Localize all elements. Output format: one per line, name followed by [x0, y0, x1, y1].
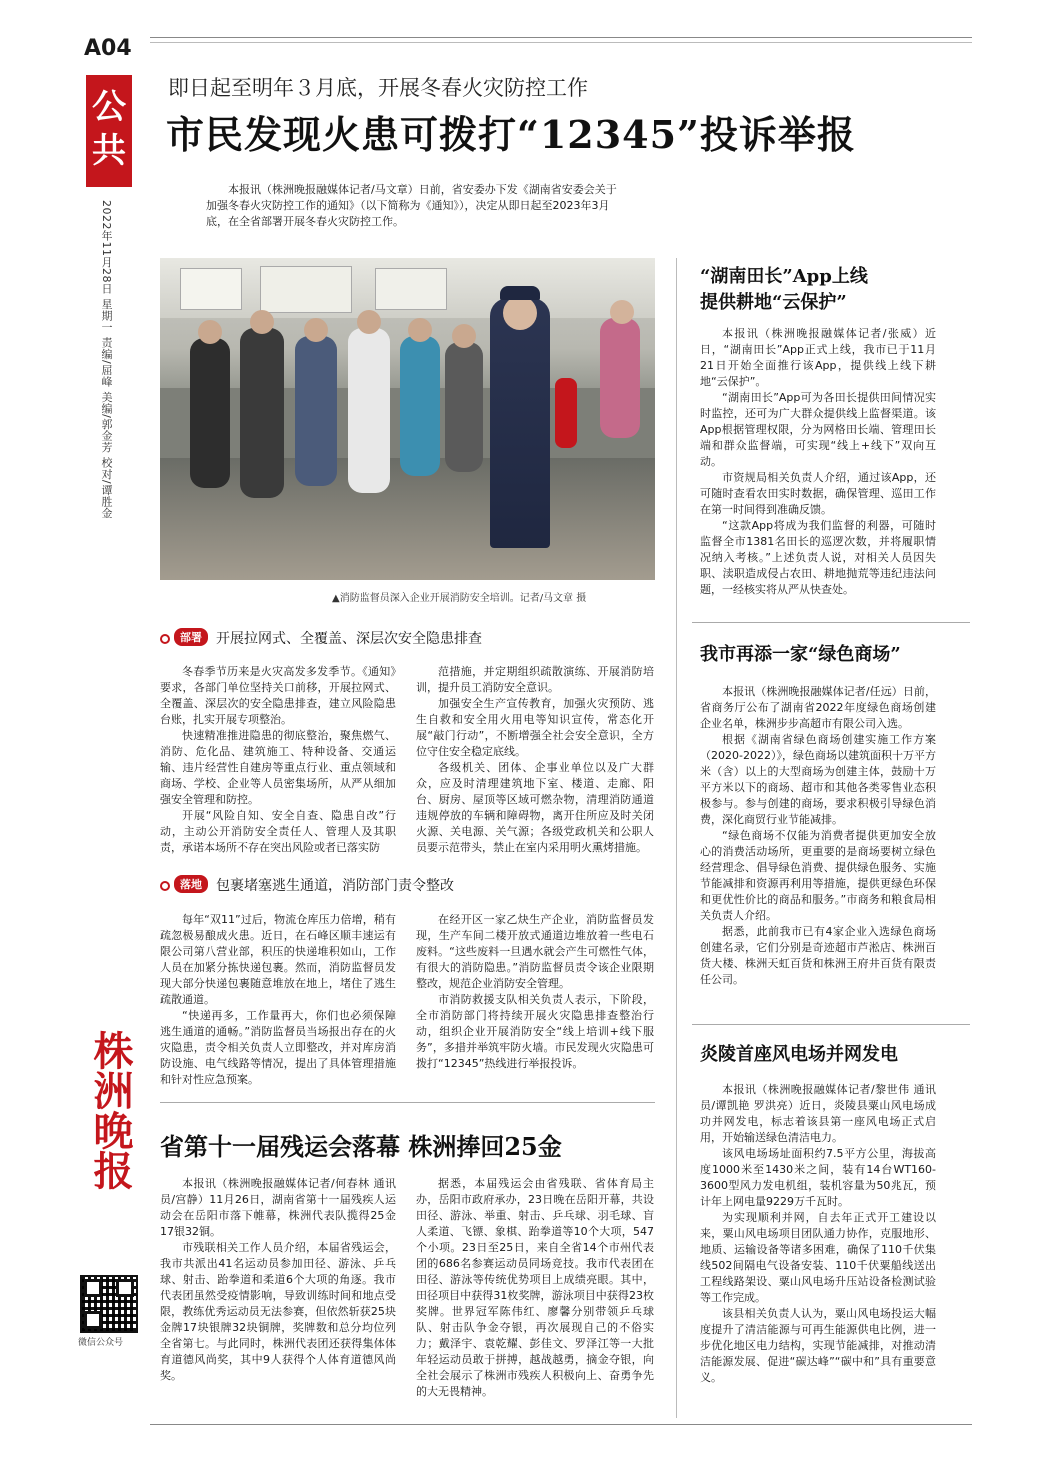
paragraph: 市资规局相关负责人介绍，通过该App，还可随时查看农田实时数据，确保管理、巡田工作在第一时间得到准确反馈。 — [700, 471, 936, 516]
paragraph: “湖南田长”App可为各田长提供田间情况实时监控，还可为广大群众提供线上监督渠道。该App根据管理权限，分为网格田长端、管理田长端和群众监督端，可实现“线上+线下”双向互动。 — [700, 391, 936, 468]
paragraph: 本报讯（株洲晚报融媒体记者/何春林 通讯员/宫静）11月26日，湖南省第十一届残疾人运动会在岳阳市落下帷幕，株洲代表队揽得25金17银32铜。 — [160, 1177, 396, 1238]
subheading-text: 包裹堵塞逃生通道，消防部门责令整改 — [216, 878, 454, 894]
second-headline: 省第十一届残运会落幕 株洲捧回25金 — [160, 1132, 562, 1161]
sub1-column-2 — [416, 664, 654, 856]
paragraph: 本报讯（株洲晚报融媒体记者/黎世伟 通讯员/谭凯艳 罗洪亮）近日，炎陵县粟山风电场成功并网发电，标志着该县第一座风电场正式启用，开始输送绿色清洁电力。 — [700, 1083, 936, 1144]
paragraph: 在经开区一家乙炔生产企业，消防监督员发现，生产车间二楼开放式通道边堆放着一些电石废料。“这些废料一旦遇水就会产生可燃性气体，有很大的消防隐患。”消防监督员责令该企业限期整改，规范企业消防安全管理。 — [416, 913, 654, 990]
right2-body — [700, 684, 936, 988]
right1-title-line2: 提供耕地“云保护” — [700, 292, 847, 313]
right-divider — [692, 622, 970, 623]
paper-logo-text: 株洲晚报 — [87, 1030, 134, 1190]
paragraph: 根据《湖南省绿色商场创建实施工作方案（2020-2022）》，绿色商场以建筑面积十万平方米（含）以上的大型商场为创建主体，鼓励十万平方米以下的商场、超市和其他各类零售业态积极参与。参与创建的商场，要求积极引导绿色消费，深化商贸行业节能减排。 — [700, 733, 936, 826]
right1-body — [700, 326, 936, 598]
paragraph: 据悉，本届残运会由省残联、省体育局主办，岳阳市政府承办，23日晚在岳阳开幕，共设田径、游泳、举重、射击、乒乓球、羽毛球、盲人柔道、飞镖、象棋、跆拳道等10个大项，547个小项。23日至25日，来自全省14个市州代表团的686名参赛运动员同场竞技。我市代表团在田径、游泳等传统优势项目上成绩亮眼。其中，田径项目中获得31枚奖牌，游泳项目中获得23枚奖牌。世界冠军陈伟红、廖馨分别带领乒乓球队、射击队争金夺银，再次展现自己的不俗实力；戴泽宇、袁乾耀、彭佳文、罗泽江等一大批年轻运动员敢于拼搏，越战越勇，摘金夺银，向全社会展示了株洲市残疾人积极向上、奋勇争先的大无畏精神。 — [416, 1177, 654, 1398]
sub1-column-1 — [160, 664, 396, 856]
sub2-column-2 — [416, 912, 654, 1072]
paragraph: 每年“双11”过后，物流仓库压力倍增，稍有疏忽极易酿成火患。近日，在石峰区顺丰速运有限公司第八营业部，积压的快递堆积如山，工作人员在加紧分拣快递包裹。然而，消防监督员发现大部分快递包裹随意堆放在地上，堵住了逃生疏散通道。 — [160, 913, 396, 1006]
sub2-column-1 — [160, 912, 396, 1088]
subheading-implement — [160, 875, 454, 895]
right1-title — [700, 264, 868, 316]
section-divider — [160, 1102, 655, 1103]
main-kicker: 即日起至明年３月底，开展冬春火灾防控工作 — [168, 76, 588, 100]
paragraph: 快速精准推进隐患的彻底整治，聚焦燃气、消防、危化品、建筑施工、特种设备、交通运输、违片经营性自建房等重点行业、重点领域和商场、学校、企业等人员密集场所，从严从细加强安全管理和防控。 — [160, 729, 396, 806]
right3-body — [700, 1082, 936, 1386]
news-photo — [160, 258, 655, 580]
paragraph: 冬春季节历来是火灾高发多发季节。《通知》要求，各部门单位坚持关口前移，开展拉网式、全覆盖、深层次的安全隐患排查，建立风险隐患台账，扎实开展专项整治。 — [160, 665, 396, 726]
paragraph: “这款App将成为我们监督的利器，可随时监督全市1381名田长的巡逻次数，并将履职情况纳入考核。”上述负责人说，对相关人员因失职、渎职造成侵占农田、耕地抛荒等违纪违法问题，一经核实将从严从快查处。 — [700, 519, 936, 596]
bullet-icon — [160, 634, 170, 644]
right2-title: 我市再添一家“绿色商场” — [700, 644, 901, 665]
second-column-2 — [416, 1176, 654, 1400]
header-rule — [150, 37, 972, 38]
footer-rule — [150, 1424, 972, 1425]
paragraph: 开展“风险自知、安全自查、隐患自改”行动，主动公开消防安全责任人、管理人及其职责，承诺本场所不存在突出风险或者已落实防 — [160, 809, 396, 854]
subheading-tag: 落地 — [174, 875, 208, 893]
paragraph: 加强安全生产宣传教育，加强火灾预防、逃生自救和安全用火用电等知识宣传，常态化开展“敲门行动”，不断增强全社会安全意识，全方位守住安全稳定底线。 — [416, 697, 654, 758]
dateline: 2022年11月28日 星期一 责编/屈峰 美编/郭金芳 校对/谭胜金 — [100, 200, 113, 519]
paragraph: “绿色商场不仅能为消费者提供更加安全放心的消费活动场所，更重要的是商场要树立绿色经营理念、倡导绿色消费、提供绿色服务、实施节能减排和资源再利用等措施，提供更绿色环保和更优性价比的商品和服务。”市商务和粮食局相关负责人介绍。 — [700, 829, 936, 922]
page-number: A04 — [84, 36, 132, 61]
section-char-1: 公 — [92, 87, 126, 127]
paragraph: 范措施，并定期组织疏散演练、开展消防培训，提升员工消防安全意识。 — [416, 665, 654, 694]
column-divider — [676, 258, 677, 1418]
qr-code-icon — [80, 1275, 138, 1333]
subheading-tag: 部署 — [174, 628, 208, 646]
subheading-text: 开展拉网式、全覆盖、深层次安全隐患排查 — [216, 631, 482, 647]
right3-title: 炎陵首座风电场并网发电 — [700, 1044, 898, 1065]
main-lead: 本报讯（株洲晚报融媒体记者/马文章）日前，省安委办下发《湖南省安委会关于加强冬春火灾防控工作的通知》（以下简称为《通知》），决定从即日起至2023年3月底，在全省部署开展冬春火灾防控工作。 — [206, 183, 617, 228]
paragraph: 据悉，此前我市已有4家企业入选绿色商场创建名录，它们分别是奇迹超市芦淞店、株洲百货大楼、株洲天虹百货和株洲王府井百货有限责任公司。 — [700, 925, 936, 986]
paragraph: 本报讯（株洲晚报融媒体记者/张威）近日，“湖南田长”App正式上线，我市已于11月21日开始全面推行该App，提供线上线下耕地“云保护”。 — [700, 327, 936, 388]
right-divider — [692, 1024, 970, 1025]
photo-caption: ▲消防监督员深入企业开展消防安全培训。记者/马文章 摄 — [332, 593, 587, 604]
paper-logo — [86, 1010, 134, 1210]
right1-title-line1: “湖南田长”App上线 — [700, 266, 868, 287]
subheading-deploy — [160, 628, 482, 648]
main-headline: 市民发现火患可拨打“12345”投诉举报 — [166, 112, 856, 157]
paragraph: “快递再多，工作量再大，你们也必须保障逃生通道的通畅。”消防监督员当场报出存在的火灾隐患，责令相关负责人立即整改，并对库房消防设施、电气线路等情况，提出了具体管理措施和针对性应急预案。 — [160, 1009, 396, 1086]
paragraph: 本报讯（株洲晚报融媒体记者/任远）日前，省商务厅公布了湖南省2022年度绿色商场创建企业名单，株洲步步高超市有限公司入选。 — [700, 685, 936, 730]
qr-caption: 微信公众号 — [78, 1338, 124, 1348]
paragraph: 各级机关、团体、企事业单位以及广大群众，应及时清理建筑地下室、楼道、走廊、阳台、厨房、屋顶等区域可燃杂物，清理消防通道违规停放的车辆和障碍物，离开住所应及时关闭火源、关电源、关气源；各级党政机关和公职人员要示范带头，禁止在室内采用明火熏烤措施。 — [416, 761, 654, 854]
section-char-2: 共 — [92, 131, 126, 171]
paragraph: 该县相关负责人认为，粟山风电场投运大幅度提升了清洁能源与可再生能源供电比例，进一步优化地区电力结构，实现节能减排，对推动清洁能源发展、促进“碳达峰”“碳中和”具有重要意义。 — [700, 1307, 936, 1384]
bullet-icon — [160, 881, 170, 891]
second-column-1 — [160, 1176, 396, 1384]
header-rule-secondary — [150, 42, 972, 43]
paragraph: 为实现顺利并网，自去年正式开工建设以来，粟山风电场项目团队通力协作，克服地形、地质、运输设备等诸多困难，确保了110千伏集线502间隔电气设备安装、110千伏粟船线送出工程线路架设、粟山风电场升压站设备检测试验等工作完成。 — [700, 1211, 936, 1304]
paragraph: 市消防救援支队相关负责人表示，下阶段，全市消防部门将持续开展火灾隐患排查整治行动，组织企业开展消防安全“线上培训+线下服务”，多措并举筑牢防火墙。市民发现火灾隐患可拨打“12345”热线进行举报投诉。 — [416, 993, 654, 1070]
paragraph: 市残联相关工作人员介绍，本届省残运会，我市共派出41名运动员参加田径、游泳、乒乓球、射击、跆拳道和柔道6个大项的角逐。我市代表团虽然受疫情影响，导致训练时间和地点受限，教练优秀运动员无法参赛，但依然斩获25块金牌17块银牌32块铜牌，奖牌数和总分均位列全省第七。与此同时，株洲代表团还获得集体体育道德风尚奖，其中9人获得个人体育道德风尚奖。 — [160, 1241, 396, 1382]
paragraph: 该风电场场址面积约7.5平方公里，海拔高度1000米至1430米之间，装有14台WT160-3600型风力发电机组，装机容量为50兆瓦，预计年上网电量9229万千瓦时。 — [700, 1147, 936, 1208]
section-tab — [86, 75, 132, 187]
